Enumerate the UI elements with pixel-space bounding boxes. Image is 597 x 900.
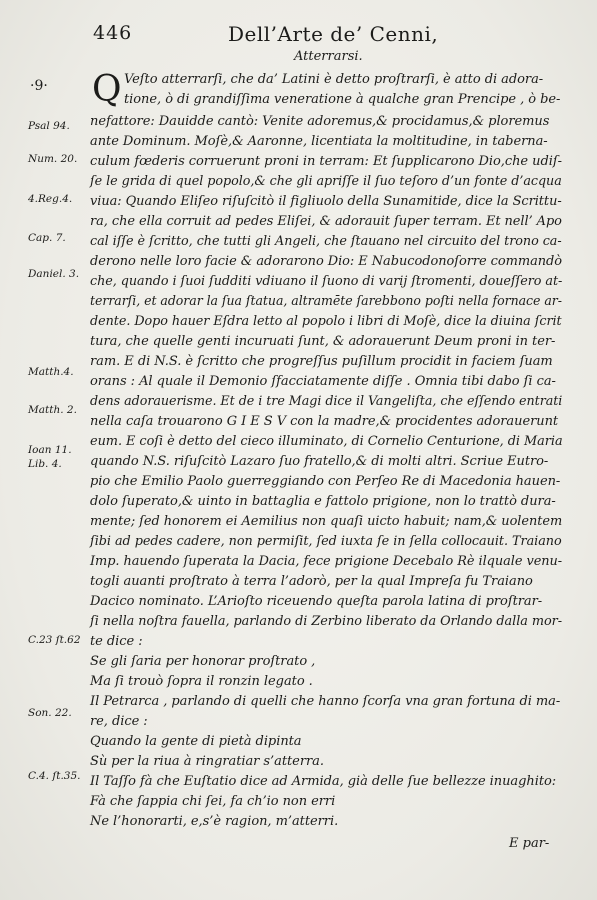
text-line: Imp. hauendo ſuperata la Dacia, fece prigione Decebalo Rè ilquale venu-: [90, 554, 563, 569]
section-title: Atterrarsi.: [294, 49, 363, 64]
text-line: nella caſa trouarono G I E S V con la madre,& procidentes adorauerunt: [90, 414, 559, 429]
text-line: cal iſſe è ſcritto, che tutti gli Angeli, che ſtauano nel circuito del trono ca-: [90, 234, 562, 249]
text-line: viua: Quando Eliſeo riſuſcitò il figliuolo della Sunamitide, dice la Scrittu-: [90, 194, 562, 209]
text-line: Veſto atterrarſi, che da’ Latini è detto proſtrarſi, è atto di adora-: [124, 72, 544, 87]
text-line: ra, che ella corruit ad pedes Eliſei, & adorauit ſuper terram. Et nell’ Apo: [90, 214, 562, 229]
text-line: ante Dominum. Moſè,& Aaronne, licentiata la moltitudine, in taberna-: [90, 134, 548, 149]
text-line: dolo ſuperato,& uinto in battaglia e fattolo prigione, non lo trattò dura-: [90, 494, 556, 509]
text-line: ram. E di N.S. è ſcritto che progreſſus puſillum procidit in faciem ſuam: [90, 354, 553, 369]
running-title: Dell’Arte de’ Cenni,: [228, 22, 439, 46]
margin-note: Num. 20.: [28, 153, 78, 165]
text-line: culum fœderis corruerunt proni in terram: Et ſupplicarono Dio,che udiſ-: [90, 154, 562, 169]
margin-note: Son. 22.: [28, 707, 72, 719]
text-line: ſi nella noſtra fauella, parlando di Zerbino liberato da Orlando dalla mor-: [90, 614, 563, 629]
verse-line: Sù per la riua à ringratiar s’atterra.: [90, 754, 324, 769]
verse-line: Ne l’honorarti, e,s’è ragion, m’atterri.: [90, 814, 339, 829]
margin-note: Daniel. 3.: [28, 268, 80, 280]
text-line: pio che Emilio Paolo guerreggiando con Perſeo Re di Macedonia hauen-: [90, 474, 561, 489]
margin-note: C.23 ſt.62: [28, 634, 81, 646]
text-line: dens adorauerisme. Et de i tre Magi dice il Vangeliſta, che eſſendo entrati: [90, 394, 563, 409]
text-line: ſe le grida di quel popolo,& che gli apriſſe il ſuo teſoro d’un fonte d’acqua: [90, 174, 562, 189]
margin-note: C.4. ſt.35.: [28, 770, 81, 782]
text-line: tura, che quelle genti incuruati ſunt, & adorauerunt Deum proni in ter-: [90, 334, 556, 349]
margin-note: Matth. 2.: [28, 404, 77, 416]
margin-note: Psal 94.: [28, 120, 70, 132]
text-line: che, quando i ſuoi ſudditi vdiuano il ſuono di varij ſtromenti, doueſſero at-: [90, 274, 563, 289]
margin-note: Matth.4.: [28, 366, 74, 378]
text-line: terrarſi, et adorar la ſua ſtatua, altramēte ſarebbono poſti nella fornace ar-: [90, 294, 562, 309]
page-number: 446: [93, 22, 133, 44]
drop-cap: Q: [92, 69, 122, 110]
text-line: eum. E coſi è detto del cieco illuminato, di Cornelio Centurione, di Maria: [90, 434, 563, 449]
text-line: quando N.S. riſuſcitò Lazaro ſuo fratello,& di molti altri. Scriue Eutro-: [90, 454, 549, 469]
margin-note: ·9·: [30, 78, 48, 94]
text-line: tione, ò di grandiſſima veneratione à qualche gran Prencipe , ò be-: [124, 92, 561, 107]
margin-note: Cap. 7.: [28, 232, 66, 244]
text-line: orans : Al quale il Demonio ſfacciatamente diſſe . Omnia tibi dabo ſi ca-: [90, 374, 556, 389]
text-line: dente. Dopo hauer Eſdra letto al popolo i libri di Moſè, dice la diuina ſcrit: [90, 314, 562, 329]
text-line: derono nelle loro facie & adorarono Dio: E Nabucodonoſorre commandò: [90, 254, 563, 269]
verse-line: Ma ſi trouò ſopra il ronzin legato .: [90, 674, 313, 689]
catchword: E par-: [509, 836, 550, 851]
margin-note: Ioan 11.: [28, 444, 72, 456]
text-line: mente; ſed honorem ei Aemilius non quaſi uicto habuit; nam,& uolentem: [90, 514, 563, 529]
text-line: te dice :: [90, 634, 143, 649]
verse-line: Se gli ſaria per honorar proſtrato ,: [90, 654, 316, 669]
text-line: Dacico nominato. L’Arioſto riceuendo queſta parola latina di proſtrar-: [90, 594, 543, 609]
text-line: togli auanti proſtrato à terra l’adorò, per la qual Impreſa fu Traiano: [90, 574, 533, 589]
margin-note: 4.Reg.4.: [28, 193, 73, 205]
verse-line: Fà che ſappia chi ſei, fa ch’io non erri: [90, 794, 336, 809]
text-line: Il Petrarca , parlando di quelli che hanno ſcorſa vna gran fortuna di ma-: [90, 694, 561, 709]
verse-line: Quando la gente di pietà dipinta: [90, 734, 302, 749]
text-line: nefattore: Dauidde cantò: Venite adoremus,& procidamus,& ploremus: [90, 114, 550, 129]
text-line: Il Taſſo fà che Euſtatio dice ad Armida, già delle ſue bellezze inuaghito:: [90, 774, 557, 789]
text-line: ſibi ad pedes cadere, non permiſit, ſed iuxta ſe in ſella collocauit. Traiano: [90, 534, 562, 549]
text-line: re, dice :: [90, 714, 148, 729]
margin-note: Lib. 4.: [28, 458, 62, 470]
